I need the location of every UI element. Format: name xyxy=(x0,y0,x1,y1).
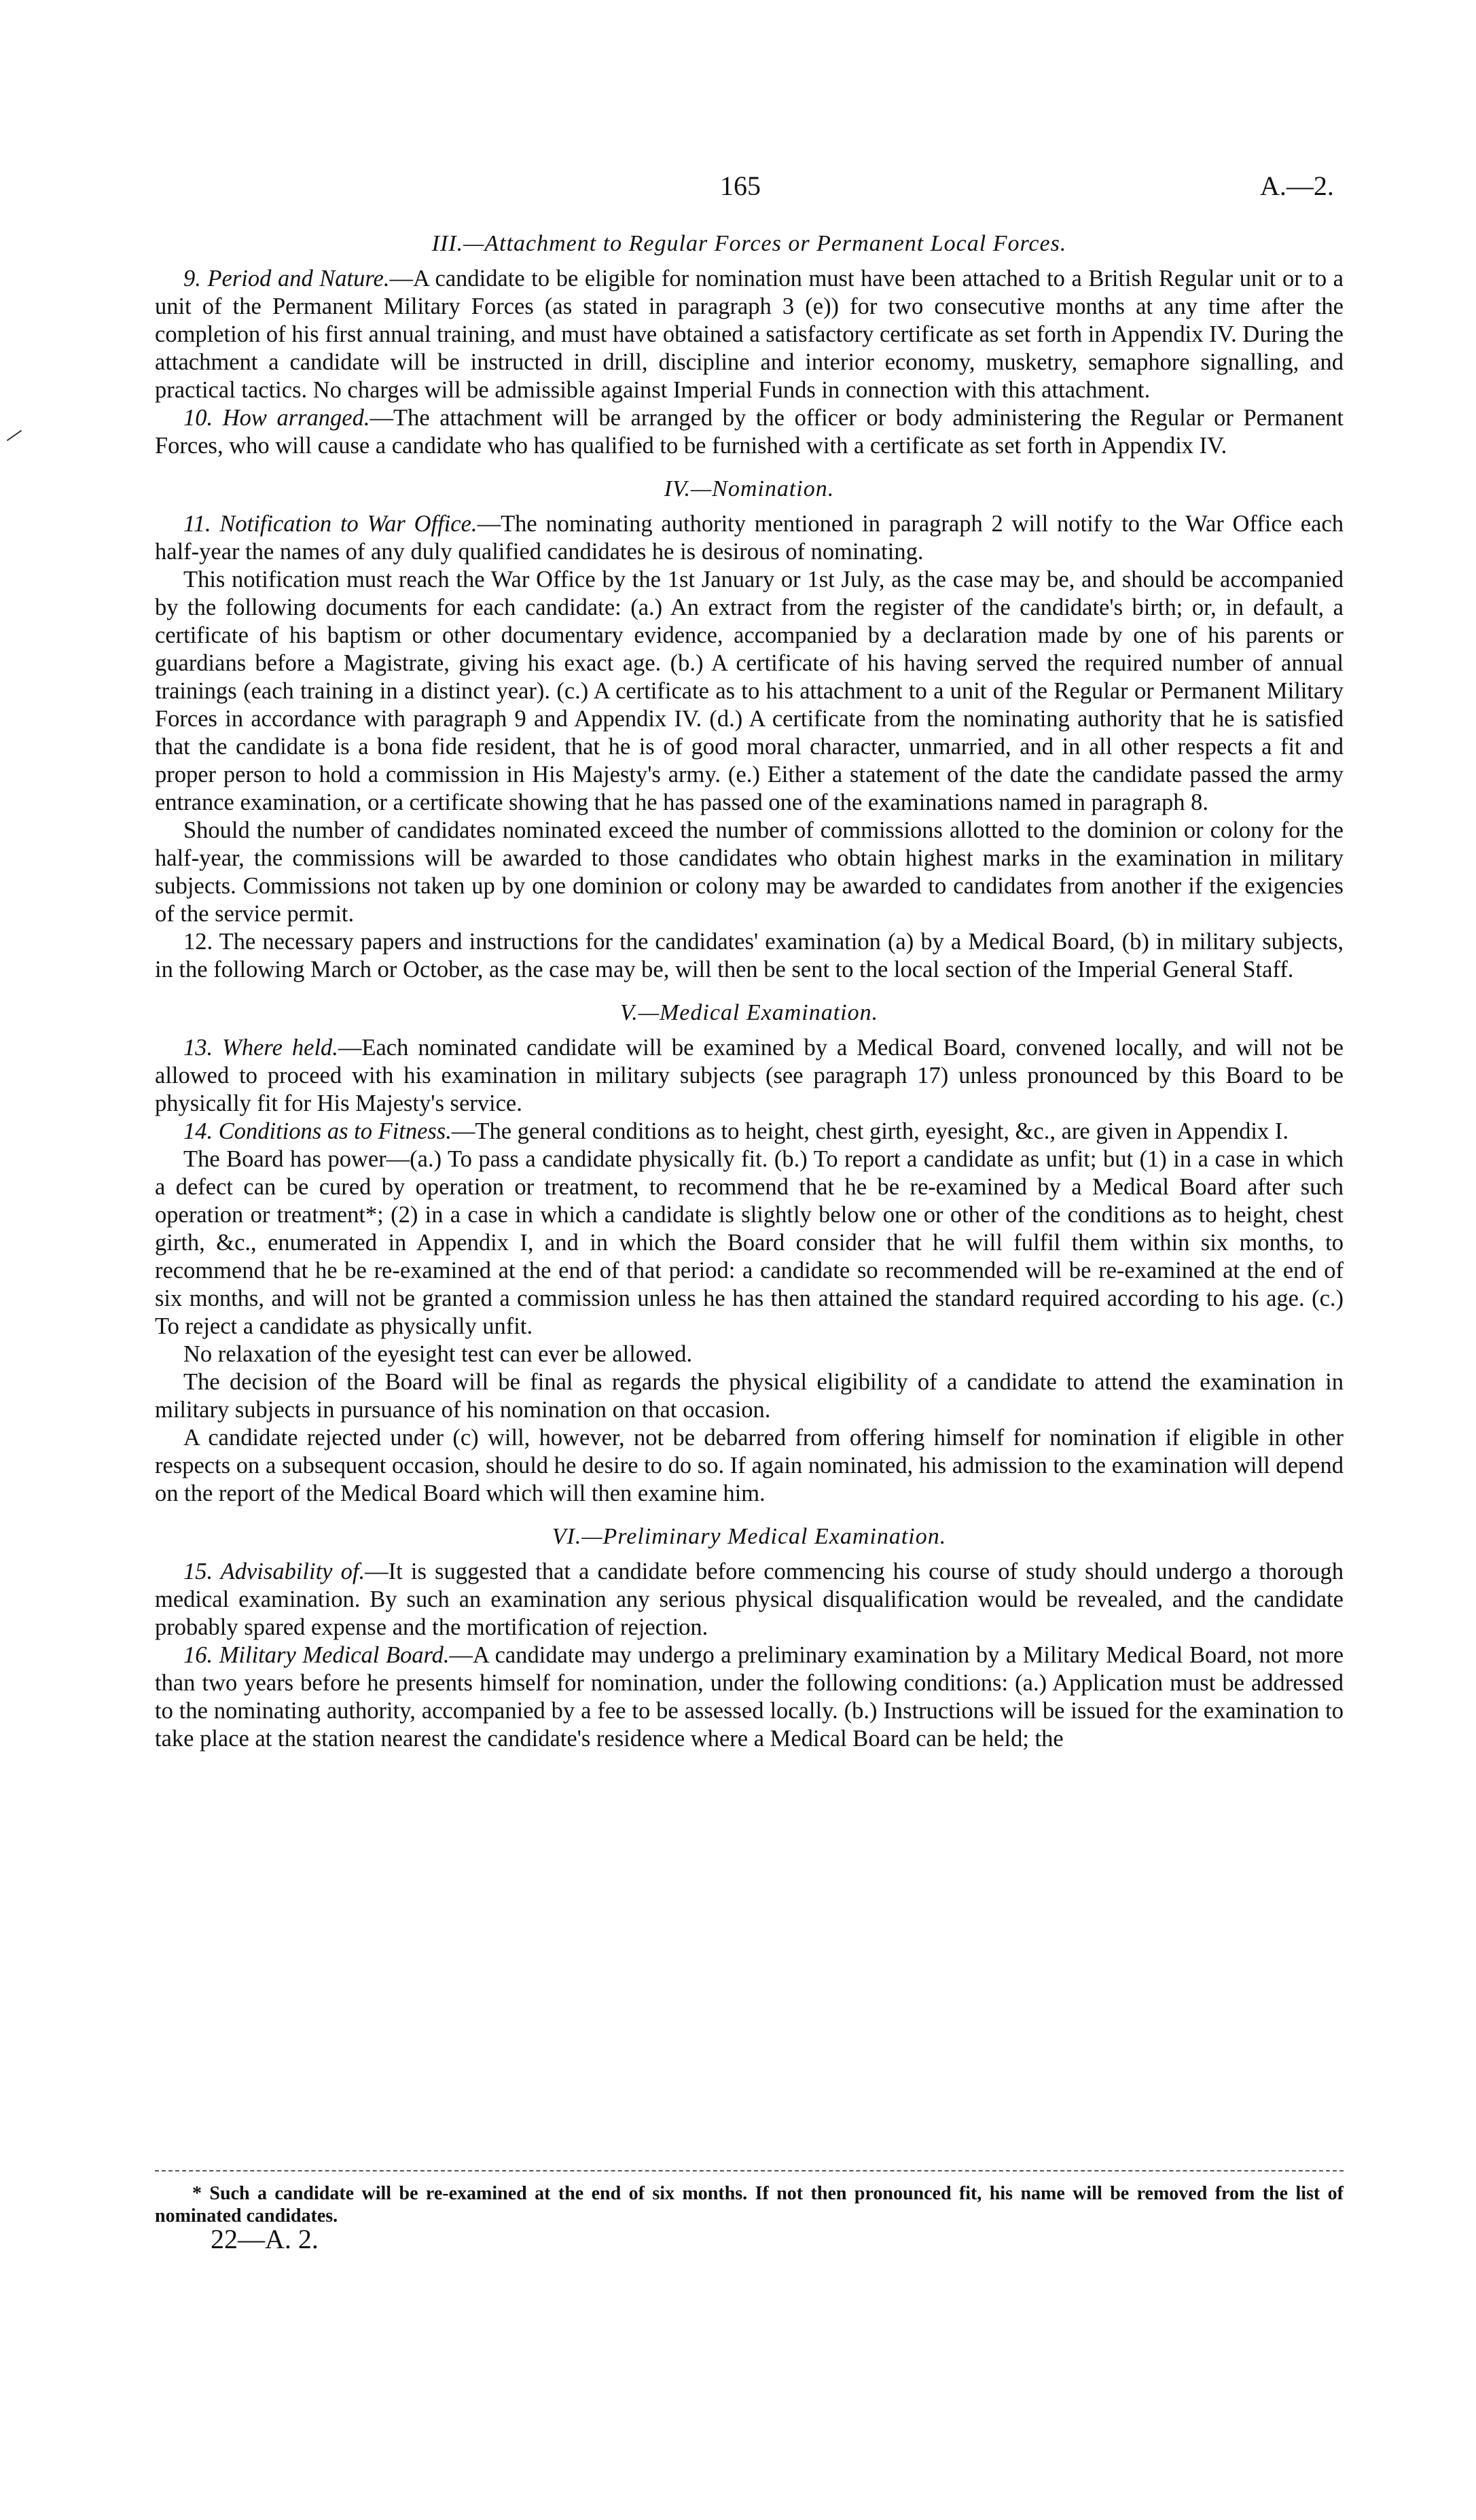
paragraph-text: 12. The necessary papers and instructions for the candidates' examination (a) by a Medical Board, (b) in military subjects, in the following March or October, as the case may be, will then be sent to the local section of the Imperial General Staff. xyxy=(155,929,1344,982)
footnote: * Such a candidate will be re-examined at the end of six months. If not then pronounced fit, his name will be removed from the list of nominated candidates. xyxy=(155,2183,1344,2226)
paragraph xyxy=(155,510,1344,566)
paragraph-text: —The nominating authority mentioned in paragraph 2 will notify to the War Office each half-year the names of any duly qualified candidates he is desirous of nominating. xyxy=(155,511,1344,565)
paragraph-text: Should the number of candidates nominated exceed the number of commissions allotted to the dominion or colony for the half-year, the commissions will be awarded to those candidates who obtain highest marks in the examination in military subjects. Commissions not taken up by one dominion or colony may be awarded to candidates from another if the exigencies of the service permit. xyxy=(155,817,1344,927)
paragraph-text: No relaxation of the eyesight test can ever be allowed. xyxy=(183,1341,693,1367)
document-body xyxy=(155,231,1344,1753)
paragraph-text: —It is suggested that a candidate before commencing his course of study should undergo a thorough medical examination. By such an examination any serious physical disqualification would be revealed, and the candidate probably spared expense and the mortification of rejection. xyxy=(155,1559,1344,1640)
paragraph xyxy=(155,817,1344,928)
paragraph-title: 9. Period and Nature. xyxy=(183,266,390,291)
page-header xyxy=(0,170,1476,204)
margin-mark xyxy=(7,430,22,442)
paragraph-text: This notification must reach the War Office by the 1st January or 1st July, as the case may be, and should be accompanied by the following documents for each candidate: (a.) An extract from the register of the candidate's birth; or, in default, a certificate of his baptism or other documentary evidence, accompanied by a declaration made by one of his parents or guardians before a Magistrate, giving his exact age. (b.) A certificate of his having served the required number of annual trainings (each training in a distinct year). (c.) A certificate as to his attachment to a unit of the Regular or Permanent Military Forces in accordance with paragraph 9 and Appendix IV. (d.) A certificate from the nominating authority that he is satisfied that the candidate is a bona fide resident, that he is of good moral character, unmarried, and in all other respects a fit and proper person to hold a commission in His Majesty's army. (e.) Either a statement of the date the candidate passed the army entrance examination, or a certificate showing that he has passed one of the examinations named in paragraph 8. xyxy=(155,567,1344,815)
paragraph-text: A candidate rejected under (c) will, however, not be debarred from offering himself for nomination if eligible in other respects on a subsequent occasion, should he desire to do so. If again nominated, his admission to the examination will depend on the report of the Medical Board which will then examine him. xyxy=(155,1425,1344,1506)
paragraph xyxy=(155,404,1344,460)
paragraph-title: 14. Conditions as to Fitness. xyxy=(183,1118,452,1144)
section-heading: III.—Attachment to Regular Forces or Permanent Local Forces. xyxy=(431,231,1067,256)
paragraph xyxy=(155,1146,1344,1341)
paragraph xyxy=(155,1558,1344,1641)
paragraph-title: 15. Advisability of. xyxy=(183,1559,365,1584)
paragraph xyxy=(155,1424,1344,1508)
paragraph-text: —Each nominated candidate will be examined by a Medical Board, convened locally, and will not be allowed to proceed with his examination in military subjects (see paragraph 17) unless pronounced by this Board to be physically fit for His Majesty's service. xyxy=(155,1035,1344,1116)
paper-reference: A.—2. xyxy=(1260,171,1334,201)
section-heading: V.—Medical Examination. xyxy=(619,1000,879,1025)
paragraph xyxy=(155,265,1344,404)
paragraph-title: 16. Military Medical Board. xyxy=(183,1642,450,1668)
paragraph xyxy=(155,928,1344,984)
paragraph-text: The decision of the Board will be final as regards the physical eligibility of a candidate to attend the examination in military subjects in pursuance of his nomination on that occasion. xyxy=(155,1369,1344,1423)
paragraph-text: —A candidate may undergo a preliminary examination by a Military Medical Board, not more than two years before he presents himself for nomination, under the following conditions: (a.) Application must be addressed to the nominating authority, accompanied by a fee to be assessed locally. (b.) Instructions will be issued for the examination to take place at the station nearest the candidate's residence where a Medical Board can be held; the xyxy=(155,1642,1344,1752)
page-number: 165 xyxy=(720,171,761,201)
paragraph-title: 11. Notification to War Office. xyxy=(183,511,478,537)
section-heading: IV.—Nomination. xyxy=(664,476,835,501)
paragraph-text: —The attachment will be arranged by the officer or body administering the Regular or Permanent Forces, who will cause a candidate who has qualified to be furnished with a certificate as set forth in Appendix IV. xyxy=(155,405,1344,459)
paragraph-title: 13. Where held. xyxy=(183,1035,338,1061)
paragraph-text: The Board has power—(a.) To pass a candidate physically fit. (b.) To report a candidate as unfit; but (1) in a case in which a defect can be cured by operation or treatment, to recommend that he be re-examined by a Medical Board after such operation or treatment*; (2) in a case in which a candidate is slightly below one or other of the conditions as to height, chest girth, &c., enumerated in Appendix I, and in which the Board consider that he will fulfil them within six months, to recommend that he be re-examined at the end of that period: a candidate so recommended will be re-examined at the end of six months, and will not be granted a commission unless he has then attained the standard required according to his age. (c.) To reject a candidate as physically unfit. xyxy=(155,1146,1344,1339)
paragraph xyxy=(155,1341,1344,1368)
paragraph-text: —A candidate to be eligible for nomination must have been attached to a British Regular unit or to a unit of the Permanent Military Forces (as stated in paragraph 3 (e)) for two consecutive months at any time after the completion of his first annual training, and must have obtained a satisfactory certificate as set forth in Appendix IV. During the attachment a candidate will be instructed in drill, discipline and interior economy, musketry, semaphore signalling, and practical tactics. No charges will be admissible against Imperial Funds in connection with this attachment. xyxy=(155,266,1344,403)
paragraph xyxy=(155,1034,1344,1118)
paragraph xyxy=(155,1641,1344,1753)
paragraph xyxy=(155,566,1344,817)
paragraph xyxy=(155,1118,1344,1146)
paragraph-text: —The general conditions as to height, chest girth, eyesight, &c., are given in Appendix I. xyxy=(451,1118,1289,1144)
footnote-divider xyxy=(155,2170,1344,2171)
paragraph-title: 10. How arranged. xyxy=(183,405,370,431)
footer-reference: 22—A. 2. xyxy=(211,2224,319,2254)
section-heading: VI.—Preliminary Medical Examination. xyxy=(552,1524,947,1549)
paragraph xyxy=(155,1368,1344,1424)
